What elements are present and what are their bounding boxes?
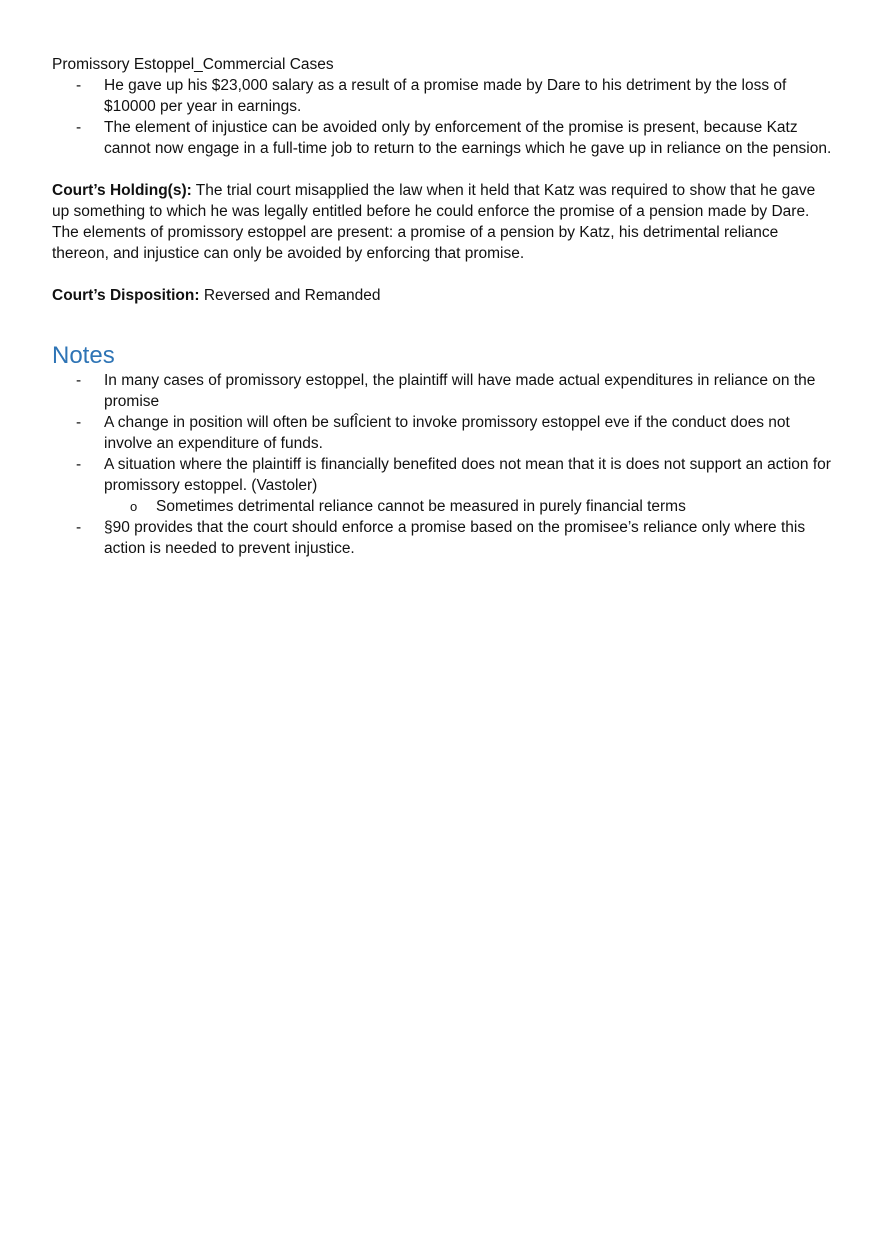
list-item bbox=[52, 370, 832, 412]
disposition-label: Court’s Disposition: bbox=[52, 287, 200, 304]
dash-bullet: - bbox=[76, 414, 82, 431]
spacer bbox=[52, 264, 832, 285]
document-title: Promissory Estoppel_Commercial Cases bbox=[52, 56, 334, 73]
dash-bullet: - bbox=[76, 456, 82, 473]
holding-label: Court’s Holding(s): bbox=[52, 182, 192, 199]
disposition-text: Reversed and Remanded bbox=[199, 287, 381, 304]
list-item-text: §90 provides that the court should enforce a promise based on the promisee’s reliance only where this action is needed to prevent injustice. bbox=[104, 519, 806, 557]
list-item-text: In many cases of promissory estoppel, the plaintiff will have made actual expenditures in reliance on the promise bbox=[104, 372, 816, 410]
list-item bbox=[52, 454, 832, 496]
holding-paragraph bbox=[52, 180, 832, 264]
intro-bullet-list bbox=[52, 75, 832, 159]
list-item bbox=[52, 117, 832, 159]
list-item bbox=[52, 517, 832, 559]
sub-list-item bbox=[52, 496, 832, 517]
list-item-text: He gave up his $23,000 salary as a result of a promise made by Dare to his detriment by the loss of $10000 per year in earnings. bbox=[104, 77, 787, 115]
document-page bbox=[52, 54, 832, 559]
list-item-text: A change in position will often be sufÎcient to invoke promissory estoppel eve if the conduct does not involve an expenditure of funds. bbox=[104, 414, 790, 452]
disposition-paragraph bbox=[52, 285, 832, 306]
sub-list-item-text: Sometimes detrimental reliance cannot be measured in purely financial terms bbox=[156, 498, 686, 515]
dash-bullet: - bbox=[76, 119, 82, 136]
dash-bullet: - bbox=[76, 372, 82, 389]
list-item-text: A situation where the plaintiff is financially benefited does not mean that it is does not support an action for promissory estoppel. (Vastoler) bbox=[104, 456, 831, 494]
spacer bbox=[52, 159, 832, 180]
dash-bullet: - bbox=[76, 77, 82, 94]
notes-bullet-list bbox=[52, 370, 832, 496]
notes-bullet-list-continued bbox=[52, 517, 832, 559]
circle-bullet: o bbox=[130, 499, 138, 514]
notes-sub-bullet-list bbox=[52, 496, 832, 517]
list-item bbox=[52, 75, 832, 117]
list-item-text: The element of injustice can be avoided only by enforcement of the promise is present, because Katz cannot now engage in a full-time job to return to the earnings which he gave up in reliance on the pension. bbox=[104, 119, 832, 157]
spacer bbox=[52, 306, 832, 342]
notes-heading: Notes bbox=[52, 342, 115, 369]
dash-bullet: - bbox=[76, 519, 82, 536]
list-item bbox=[52, 412, 832, 454]
holding-text: The trial court misapplied the law when it held that Katz was required to show that he gave up something to which he was legally entitled before he could enforce the promise of a pension made by Dare. The elements of promissory estoppel are present: a promise of a pension by Katz, his detrimental reliance thereon, and injustice can only be avoided by enforcing that promise. bbox=[52, 182, 816, 262]
